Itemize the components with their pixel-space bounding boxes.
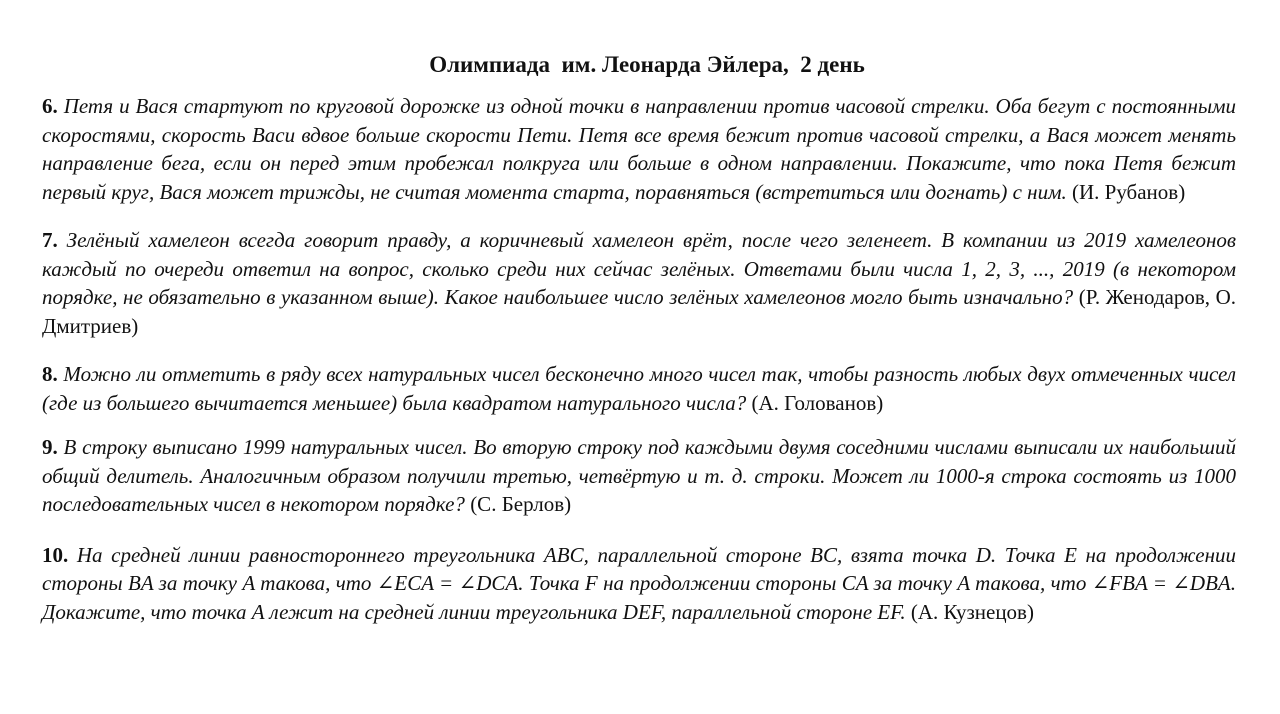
olympiad-page (42, 50, 1236, 626)
problem-number: 9. (42, 435, 58, 459)
problem-author: (И. Рубанов) (1071, 179, 1186, 204)
problem-statement: Можно ли отметить в ряду всех натуральных чисел бесконечно много чисел так, чтобы разность любых двух отмеченных чисел (где из большего вычитается меньшее) была квадратом натурального числа? (42, 362, 1236, 415)
problem-7 (42, 226, 1236, 340)
problem-statement: Петя и Вася стартуют по круговой дорожке из одной точки в направлении против часовой стрелки. Оба бегут с постоянными скоростями, скорость Васи вдвое больше скорости Пети. Петя все время бежит против часовой стрелки, а Вася может менять направление бега, если он перед этим пробежал полкруга или больше в одном направлении. Покажите, что пока Петя бежит первый круг, Вася может трижды, не считая момента старта, поравняться (встретиться или догнать) с ним. (42, 94, 1236, 204)
problem-10 (42, 541, 1236, 627)
problem-number: 6. (42, 94, 58, 118)
problem-statement: Зелёный хамелеон всегда говорит правду, а коричневый хамелеон врёт, после чего зеленеет. В компании из 2019 хамелеонов каждый по очереди ответил на вопрос, сколько среди них сейчас зелёных. Ответами были числа 1, 2, 3, ..., 2019 (в некотором порядке, не обязательно в указанном выше). Какое наибольшее число зелёных хамелеонов могло быть изначально? (42, 228, 1237, 309)
problem-number: 7. (42, 228, 58, 252)
problem-statement: В строку выписано 1999 натуральных чисел. Во вторую строку под каждыми двумя соседними числами выписали их наибольший общий делитель. Аналогичным образом получили третью, четвёртую и т. д. строки. Может ли 1000-я строка состоять из 1000 последовательных чисел в некотором порядке? (42, 435, 1236, 516)
problem-author: (Р. Женодаров, О. Дмитриев) (42, 285, 1236, 338)
problem-8 (42, 360, 1236, 417)
problem-statement: На средней линии равностороннего треугольника ABC, параллельной стороне BC, взята точка D. Точка E на продолжении стороны BA за точку A такова, что ∠ECA = ∠DCA. Точка F на продолжении стороны CA за точку A такова, что ∠FBA = ∠DBA. Докажите, что точка A лежит на средней линии треугольника DEF, параллельной стороне EF. (42, 542, 1237, 624)
page-title: Олимпиада им. Леонарда Эйлера, 2 день (429, 52, 865, 77)
problem-number: 10. (42, 542, 69, 567)
problem-9 (42, 433, 1236, 519)
problem-6 (42, 92, 1236, 206)
problem-author: (А. Кузнецов) (910, 599, 1034, 624)
problem-author: (А. Голованов) (751, 390, 884, 415)
problem-author: (С. Берлов) (470, 492, 572, 516)
problem-number: 8. (42, 362, 58, 386)
